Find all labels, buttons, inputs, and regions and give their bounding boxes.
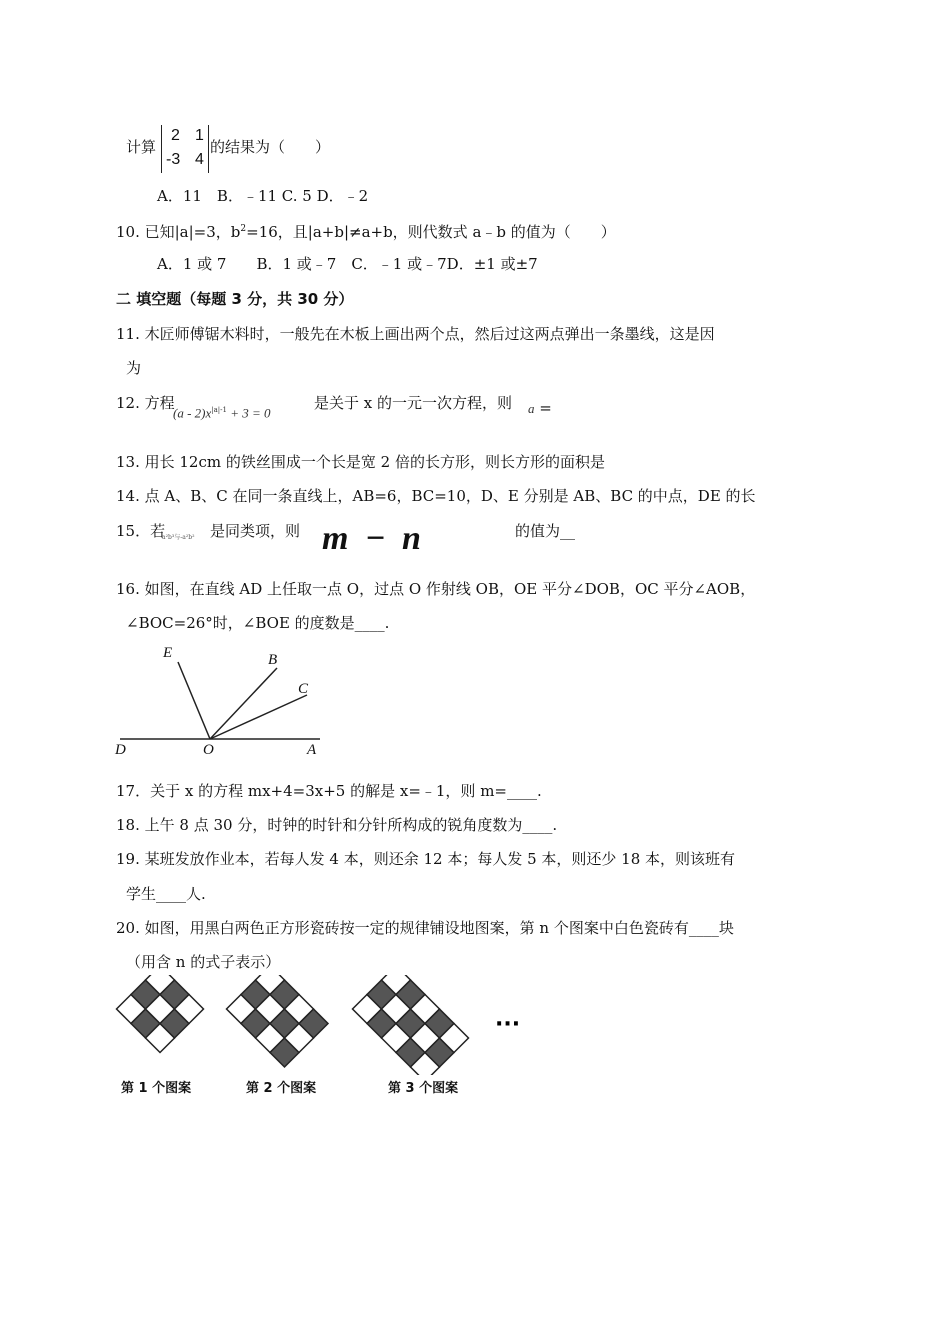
label-O: O (203, 742, 214, 758)
caption-1: 第 1 个图案 (121, 1081, 192, 1096)
q10-options: A．1 或 7 B．1 或﹣7 C．﹣1 或﹣7D．±1 或±7 (157, 255, 538, 273)
q10-stem (116, 219, 616, 242)
ellipsis-dots: ··· (495, 1012, 521, 1037)
label-C: C (298, 681, 309, 697)
q12-num: 12. 方程 (116, 394, 175, 412)
q9-prefix: 计算 (126, 138, 157, 156)
q12-eqsign: = (534, 399, 552, 417)
q19-line2: 学生____人. (126, 885, 206, 903)
det-a21: -3 (166, 151, 181, 168)
q19-line1: 19. 某班发放作业本，若每人发 4 本，则还余 12 本；每人发 5 本，则还少 18 本，则该班有 (116, 850, 736, 868)
q15-expr: m − n (322, 520, 425, 557)
q11-line1: 11. 木匠师傅锯木料时，一般先在木板上画出两个点，然后过这两点弹出一条墨线，这是因 (116, 325, 715, 343)
ray-OB (210, 668, 277, 739)
label-A: A (307, 742, 317, 758)
q12-eq: (a - 2)x (173, 405, 212, 421)
q12-var-a: a (528, 401, 535, 416)
det-a12: 1 (195, 127, 204, 144)
tile-patterns (100, 975, 540, 1075)
section-title: 二 填空题（每题 3 分，共 30 分） (116, 290, 354, 308)
q12-mid: 是关于 x 的一元一次方程，则 (314, 394, 512, 412)
q20-line2: （用含 n 的式子表示） (126, 953, 281, 971)
label-B: B (268, 652, 278, 668)
q16-line1: 16. 如图，在直线 AD 上任取一点 O，过点 O 作射线 OB，OE 平分∠DOB，OC 平分∠AOB， (116, 580, 756, 598)
q20-line1: 20. 如图，用黑白两色正方形瓷砖按一定的规律铺设地图案，第 n 个图案中白色瓷砖有____块 (116, 919, 734, 937)
determinant (161, 125, 209, 173)
ray-OE (178, 662, 210, 739)
q9-options: A．11 B．﹣11 C. 5 D．﹣2 (157, 187, 369, 205)
ray-OC (210, 695, 307, 739)
q10-stem-b: =16，且|a+b|≠a+b，则代数式 a﹣b 的值为（ ） (246, 223, 616, 241)
q14: 14. 点 A、B、C 在同一条直线上，AB=6，BC=10，D、E 分别是 AB、BC 的中点，DE 的长 (116, 487, 756, 505)
q15-tiny-expr: a²b³与-a²b² (162, 534, 195, 541)
q15-num: 15．若 (116, 522, 166, 540)
q18: 18. 上午 8 点 30 分，时钟的时针和分针所构成的锐角度数为____. (116, 816, 558, 834)
det-a11: 2 (171, 127, 180, 144)
q12-eq2: + 3 = 0 (226, 405, 271, 421)
q12-exp: |a|-1 (211, 406, 227, 414)
q13: 13. 用长 12cm 的铁丝围成一个长是宽 2 倍的长方形，则长方形的面积是 (116, 453, 605, 471)
q15-tail: 的值为__ (515, 522, 576, 540)
q10-sup: 2 (240, 224, 247, 234)
q10-stem-a: 10. 已知|a|=3，b (116, 223, 241, 241)
q12-var (528, 398, 552, 419)
caption-2: 第 2 个图案 (246, 1081, 317, 1096)
label-D: D (115, 742, 126, 758)
angle-figure (110, 640, 330, 760)
q11-line2: 为 (126, 359, 142, 377)
q9-suffix: 的结果为（ ） (210, 138, 331, 156)
q16-line2: ∠BOC=26°时，∠BOE 的度数是____. (126, 614, 390, 632)
label-E: E (163, 645, 173, 661)
q15-mid: 是同类项，则 (210, 522, 301, 540)
q12-equation (173, 400, 271, 424)
det-a22: 4 (195, 151, 204, 168)
caption-3: 第 3 个图案 (388, 1081, 459, 1096)
q17: 17．关于 x 的方程 mx+4=3x+5 的解是 x=﹣1，则 m=____. (116, 782, 542, 800)
